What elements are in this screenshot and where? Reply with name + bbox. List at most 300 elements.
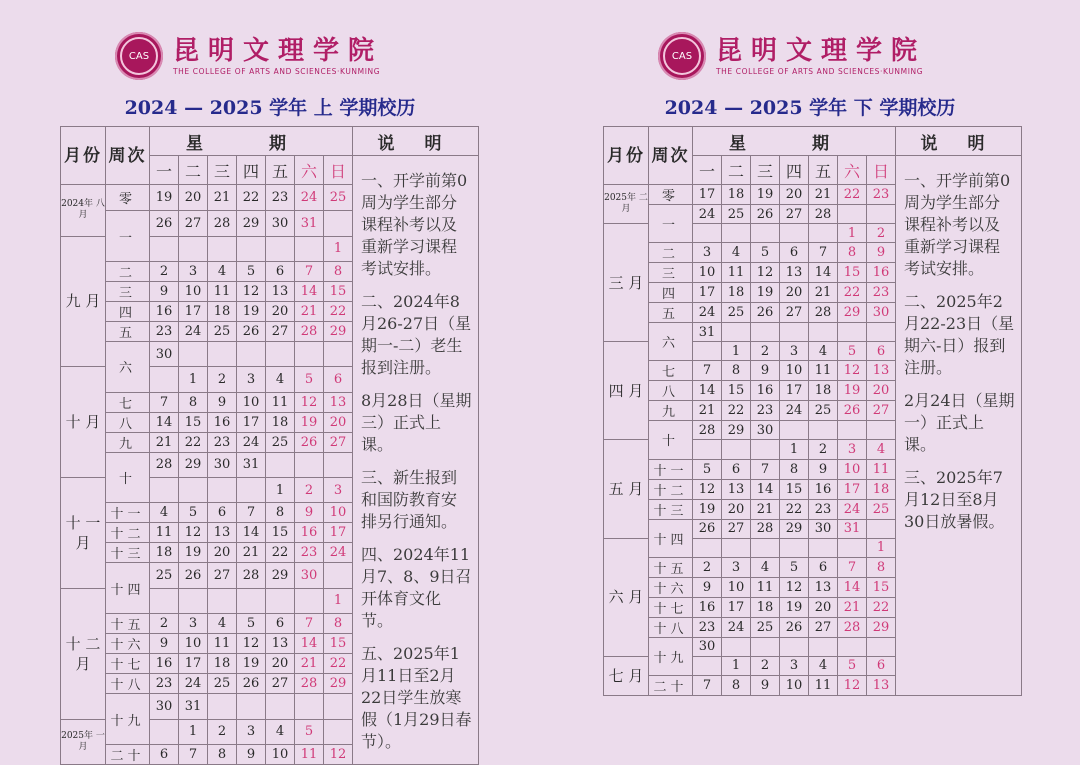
day-cell [722, 637, 751, 656]
weekday-cell: 五 [266, 156, 295, 185]
day-cell [150, 478, 179, 503]
day-cell: 28 [693, 421, 722, 440]
day-cell [751, 323, 780, 342]
day-cell: 5 [780, 557, 809, 577]
day-cell: 23 [867, 283, 896, 303]
week-header: 周次 [649, 127, 693, 185]
day-cell [266, 341, 295, 366]
day-cell: 20 [208, 543, 237, 563]
day-cell: 8 [722, 361, 751, 381]
day-cell: 5 [838, 656, 867, 675]
day-cell: 22 [838, 185, 867, 205]
week-number: 七 [106, 392, 150, 412]
week-number: 四 [106, 301, 150, 321]
day-cell: 14 [295, 634, 324, 654]
day-cell: 3 [237, 367, 266, 392]
day-cell: 7 [295, 261, 324, 281]
day-cell: 22 [324, 654, 353, 674]
day-cell: 27 [266, 674, 295, 694]
day-cell: 2 [867, 224, 896, 243]
day-cell: 9 [867, 243, 896, 263]
day-cell: 2 [751, 656, 780, 675]
day-cell: 16 [208, 412, 237, 432]
day-cell: 13 [867, 361, 896, 381]
day-cell: 14 [809, 263, 838, 283]
day-cell: 18 [722, 283, 751, 303]
day-cell [150, 367, 179, 392]
day-cell: 4 [751, 557, 780, 577]
day-cell: 22 [179, 432, 208, 452]
week-number: 八 [649, 381, 693, 401]
day-cell: 31 [838, 519, 867, 538]
day-cell [780, 538, 809, 557]
day-cell [266, 452, 295, 477]
day-cell: 10 [693, 263, 722, 283]
day-cell: 23 [208, 432, 237, 452]
day-cell: 11 [867, 459, 896, 479]
weekday-cell: 四 [780, 156, 809, 185]
week-number: 十一 [106, 503, 150, 523]
day-cell: 1 [266, 478, 295, 503]
day-cell: 3 [722, 557, 751, 577]
week-number: 十七 [106, 654, 150, 674]
day-cell: 8 [780, 459, 809, 479]
day-cell: 15 [838, 263, 867, 283]
day-cell: 21 [693, 401, 722, 421]
month-label: 十 二 月 [61, 588, 106, 719]
day-cell: 21 [809, 283, 838, 303]
day-cell: 14 [693, 381, 722, 401]
day-cell [780, 421, 809, 440]
day-cell: 26 [838, 401, 867, 421]
week-number: 七 [649, 361, 693, 381]
day-cell [237, 694, 266, 719]
day-cell: 19 [150, 185, 179, 211]
day-cell: 12 [237, 634, 266, 654]
day-cell: 30 [295, 563, 324, 588]
day-cell: 25 [208, 674, 237, 694]
day-cell: 22 [722, 401, 751, 421]
week-number: 十一 [649, 459, 693, 479]
college-name-cn: 昆明文理学院 [173, 35, 384, 66]
day-cell: 14 [295, 281, 324, 301]
day-cell: 7 [179, 745, 208, 765]
day-cell: 25 [809, 401, 838, 421]
day-cell: 12 [838, 675, 867, 695]
day-cell [295, 236, 324, 261]
day-cell: 12 [237, 281, 266, 301]
day-cell: 11 [208, 634, 237, 654]
day-cell: 21 [751, 499, 780, 519]
day-cell: 25 [722, 205, 751, 224]
day-cell [237, 478, 266, 503]
day-cell: 15 [324, 281, 353, 301]
note-paragraph: 二、2025年2月22-23日（星期六-日）报到注册。 [904, 292, 1015, 377]
day-cell: 21 [295, 301, 324, 321]
day-cell: 6 [809, 557, 838, 577]
day-cell [179, 236, 208, 261]
day-cell [179, 341, 208, 366]
day-cell: 16 [809, 479, 838, 499]
month-label: 四 月 [604, 342, 649, 440]
day-cell: 11 [722, 263, 751, 283]
notes-cell [896, 156, 1022, 696]
day-cell: 24 [722, 617, 751, 637]
day-cell [780, 323, 809, 342]
day-cell: 6 [266, 261, 295, 281]
day-cell [237, 341, 266, 366]
day-cell: 4 [208, 614, 237, 634]
day-cell: 29 [324, 321, 353, 341]
day-cell: 6 [266, 614, 295, 634]
day-cell: 11 [751, 577, 780, 597]
day-cell: 5 [295, 367, 324, 392]
day-cell: 10 [179, 281, 208, 301]
day-cell: 21 [809, 185, 838, 205]
day-cell [693, 224, 722, 243]
day-cell: 29 [838, 303, 867, 323]
day-cell: 4 [809, 342, 838, 361]
day-cell: 4 [809, 656, 838, 675]
day-cell [266, 694, 295, 719]
month-label: 三 月 [604, 224, 649, 342]
day-cell: 10 [266, 745, 295, 765]
weekday-cell: 六 [295, 156, 324, 185]
day-cell: 7 [237, 503, 266, 523]
day-cell: 3 [693, 243, 722, 263]
day-cell: 23 [150, 674, 179, 694]
week-number: 二 [106, 261, 150, 281]
note-paragraph: 一、开学前第0周为学生部分课程补考以及重新学习课程考试安排。 [361, 171, 468, 278]
day-cell: 12 [693, 479, 722, 499]
month-label: 九 月 [61, 236, 106, 367]
day-cell: 13 [208, 523, 237, 543]
day-cell: 17 [722, 597, 751, 617]
week-number: 零 [649, 185, 693, 205]
day-cell: 6 [150, 745, 179, 765]
day-cell [722, 538, 751, 557]
day-cell: 23 [693, 617, 722, 637]
day-cell: 7 [838, 557, 867, 577]
day-cell: 20 [780, 185, 809, 205]
day-cell: 25 [722, 303, 751, 323]
day-cell: 23 [295, 543, 324, 563]
day-cell: 9 [751, 361, 780, 381]
day-cell: 4 [867, 440, 896, 459]
day-cell: 20 [266, 301, 295, 321]
calendar-title: 2024 — 2025 学年 下 学期校历 [664, 97, 956, 119]
day-cell [208, 588, 237, 613]
day-cell [150, 236, 179, 261]
day-cell: 6 [867, 656, 896, 675]
day-cell [751, 224, 780, 243]
day-cell: 20 [324, 412, 353, 432]
day-cell [867, 519, 896, 538]
day-cell: 2 [150, 261, 179, 281]
day-cell: 2 [809, 440, 838, 459]
day-cell: 8 [208, 745, 237, 765]
day-cell: 15 [266, 523, 295, 543]
day-cell: 22 [266, 543, 295, 563]
day-cell: 13 [867, 675, 896, 695]
day-cell [809, 538, 838, 557]
week-number: 十三 [106, 543, 150, 563]
day-cell: 16 [150, 654, 179, 674]
day-cell [693, 342, 722, 361]
day-cell: 10 [237, 392, 266, 412]
week-number: 五 [649, 303, 693, 323]
week-number: 二十 [649, 675, 693, 695]
day-cell [324, 694, 353, 719]
day-cell: 2 [693, 557, 722, 577]
day-cell [722, 323, 751, 342]
day-cell: 28 [150, 452, 179, 477]
weekday-header: 星 期 [150, 127, 353, 156]
day-cell: 2 [150, 614, 179, 634]
day-cell: 12 [324, 745, 353, 765]
day-cell [809, 421, 838, 440]
day-cell: 13 [780, 263, 809, 283]
day-cell: 15 [179, 412, 208, 432]
day-cell: 19 [751, 283, 780, 303]
day-cell [295, 694, 324, 719]
day-cell: 11 [208, 281, 237, 301]
day-cell: 24 [179, 674, 208, 694]
day-cell: 17 [693, 185, 722, 205]
day-cell: 4 [266, 367, 295, 392]
day-cell: 27 [780, 205, 809, 224]
day-cell: 8 [324, 614, 353, 634]
day-cell [324, 452, 353, 477]
day-cell: 3 [324, 478, 353, 503]
day-cell: 30 [208, 452, 237, 477]
day-cell: 18 [208, 301, 237, 321]
day-cell: 1 [324, 236, 353, 261]
week-number: 十二 [649, 479, 693, 499]
day-cell: 12 [780, 577, 809, 597]
day-cell: 22 [780, 499, 809, 519]
day-cell: 28 [295, 674, 324, 694]
note-paragraph: 三、新生报到和国防教育安排另行通知。 [361, 468, 458, 531]
day-cell: 25 [751, 617, 780, 637]
note-paragraph: 二、2024年8月26-27日（星期一-二）老生报到注册。 [361, 292, 472, 377]
week-number: 三 [649, 263, 693, 283]
day-cell: 24 [838, 499, 867, 519]
day-cell: 3 [179, 261, 208, 281]
day-cell: 9 [150, 634, 179, 654]
day-cell: 26 [179, 563, 208, 588]
note-paragraph: 2月24日（星期一）正式上课。 [904, 391, 1015, 454]
day-cell: 12 [751, 263, 780, 283]
day-cell: 1 [179, 367, 208, 392]
note-paragraph: 五、2025年1月11日至2月22日学生放寒假（1月29日春节）。 [361, 644, 472, 751]
day-cell: 10 [722, 577, 751, 597]
week-number: 十三 [649, 499, 693, 519]
day-cell: 13 [266, 634, 295, 654]
day-cell: 17 [179, 654, 208, 674]
weekday-cell: 六 [838, 156, 867, 185]
weekday-header: 星 期 [693, 127, 896, 156]
day-cell: 10 [780, 361, 809, 381]
day-cell [838, 421, 867, 440]
day-cell: 30 [809, 519, 838, 538]
day-cell: 20 [266, 654, 295, 674]
day-cell: 9 [809, 459, 838, 479]
week-number: 九 [649, 401, 693, 421]
day-cell [324, 211, 353, 236]
day-cell: 16 [867, 263, 896, 283]
week-number: 十九 [106, 694, 150, 745]
day-cell: 16 [295, 523, 324, 543]
day-cell: 20 [780, 283, 809, 303]
day-cell: 31 [693, 323, 722, 342]
day-cell: 13 [809, 577, 838, 597]
day-cell [693, 440, 722, 459]
college-seal-icon: CAS [658, 32, 706, 80]
calendar-panel-fall [0, 0, 540, 764]
day-cell: 27 [867, 401, 896, 421]
day-cell: 30 [693, 637, 722, 656]
day-cell: 8 [266, 503, 295, 523]
day-cell [838, 323, 867, 342]
day-cell: 11 [809, 361, 838, 381]
day-cell: 21 [838, 597, 867, 617]
day-cell: 14 [751, 479, 780, 499]
day-cell: 17 [237, 412, 266, 432]
day-cell: 18 [722, 185, 751, 205]
day-cell: 16 [150, 301, 179, 321]
week-header: 周次 [106, 127, 150, 185]
day-cell: 13 [266, 281, 295, 301]
day-cell: 2 [751, 342, 780, 361]
calendar-panel-spring [540, 0, 1080, 738]
day-cell: 16 [751, 381, 780, 401]
day-cell [780, 637, 809, 656]
week-number: 十四 [106, 563, 150, 614]
month-header: 月份 [604, 127, 649, 185]
weekday-cell: 三 [751, 156, 780, 185]
day-cell: 26 [693, 519, 722, 538]
day-cell: 4 [266, 719, 295, 745]
day-cell: 9 [295, 503, 324, 523]
day-cell: 27 [266, 321, 295, 341]
day-cell: 8 [722, 675, 751, 695]
day-cell: 25 [867, 499, 896, 519]
day-cell: 26 [751, 205, 780, 224]
note-paragraph: 四、2024年11月7、8、9日召开体育文化节。 [361, 545, 472, 630]
day-cell: 11 [295, 745, 324, 765]
day-cell: 27 [722, 519, 751, 538]
day-cell: 6 [208, 503, 237, 523]
day-cell: 1 [780, 440, 809, 459]
day-cell: 19 [179, 543, 208, 563]
day-cell: 24 [179, 321, 208, 341]
day-cell: 10 [780, 675, 809, 695]
day-cell: 5 [179, 503, 208, 523]
day-cell: 1 [722, 342, 751, 361]
day-cell: 10 [838, 459, 867, 479]
day-cell: 18 [266, 412, 295, 432]
day-cell: 12 [295, 392, 324, 412]
day-cell: 17 [179, 301, 208, 321]
calendar-title: 2024 — 2025 学年 上 学期校历 [124, 97, 416, 119]
week-number: 十六 [649, 577, 693, 597]
day-cell: 14 [237, 523, 266, 543]
day-cell: 25 [324, 185, 353, 211]
day-cell [179, 588, 208, 613]
month-header: 月份 [61, 127, 106, 185]
day-cell: 24 [324, 543, 353, 563]
note-paragraph: 8月28日（星期三）正式上课。 [361, 391, 472, 454]
day-cell: 28 [751, 519, 780, 538]
day-cell: 3 [780, 342, 809, 361]
day-cell: 15 [324, 634, 353, 654]
day-cell: 26 [295, 432, 324, 452]
day-cell: 3 [838, 440, 867, 459]
day-cell: 30 [150, 694, 179, 719]
day-cell [150, 588, 179, 613]
day-cell [867, 637, 896, 656]
day-cell: 19 [693, 499, 722, 519]
day-cell [295, 588, 324, 613]
day-cell: 17 [324, 523, 353, 543]
college-logo [115, 32, 383, 80]
day-cell: 1 [867, 538, 896, 557]
day-cell: 13 [324, 392, 353, 412]
day-cell: 14 [838, 577, 867, 597]
day-cell: 18 [867, 479, 896, 499]
day-cell: 5 [237, 261, 266, 281]
day-cell: 30 [150, 341, 179, 366]
day-cell: 7 [295, 614, 324, 634]
day-cell: 28 [208, 211, 237, 236]
day-cell [266, 236, 295, 261]
day-cell: 22 [867, 597, 896, 617]
day-cell: 14 [150, 412, 179, 432]
day-cell: 5 [295, 719, 324, 745]
day-cell: 30 [751, 421, 780, 440]
week-number: 三 [106, 281, 150, 301]
day-cell: 2 [208, 719, 237, 745]
day-cell: 29 [780, 519, 809, 538]
month-label: 六 月 [604, 538, 649, 656]
day-cell [722, 440, 751, 459]
day-cell [208, 341, 237, 366]
month-label: 2025年 一月 [61, 719, 106, 765]
day-cell [237, 236, 266, 261]
day-cell: 7 [150, 392, 179, 412]
calendar-table [603, 126, 1022, 696]
day-cell: 5 [693, 459, 722, 479]
day-cell [179, 478, 208, 503]
day-cell: 13 [722, 479, 751, 499]
day-cell: 1 [179, 719, 208, 745]
day-cell: 10 [324, 503, 353, 523]
day-cell: 4 [208, 261, 237, 281]
day-cell: 19 [751, 185, 780, 205]
day-cell [324, 563, 353, 588]
day-cell: 29 [266, 563, 295, 588]
day-cell: 12 [179, 523, 208, 543]
day-cell: 15 [867, 577, 896, 597]
day-cell [324, 719, 353, 745]
day-cell: 17 [693, 283, 722, 303]
day-cell: 21 [237, 543, 266, 563]
day-cell: 28 [838, 617, 867, 637]
day-cell: 23 [867, 185, 896, 205]
day-cell [809, 323, 838, 342]
day-cell: 30 [867, 303, 896, 323]
